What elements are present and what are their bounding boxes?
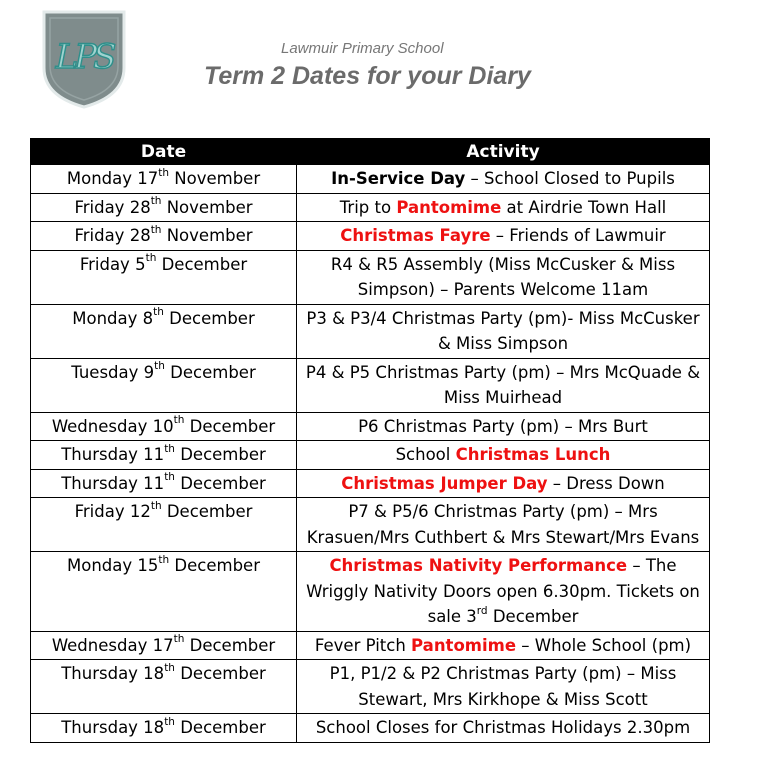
activity-cell: School Closes for Christmas Holidays 2.30pm <box>297 714 710 743</box>
activity-cell: Christmas Fayre – Friends of Lawmuir <box>297 222 710 251</box>
date-cell: Thursday 11th December <box>31 441 297 470</box>
date-cell: Thursday 11th December <box>31 469 297 498</box>
table-row <box>31 660 710 714</box>
date-cell: Thursday 18th December <box>31 714 297 743</box>
table-row <box>31 250 710 304</box>
table-row <box>31 358 710 412</box>
date-column-header: Date <box>31 139 297 165</box>
table-row <box>31 412 710 441</box>
date-cell: Friday 28th November <box>31 222 297 251</box>
date-cell: Tuesday 9th December <box>31 358 297 412</box>
activity-cell: R4 & R5 Assembly (Miss McCusker & Miss Simpson) – Parents Welcome 11am <box>297 250 710 304</box>
date-cell: Monday 8th December <box>31 304 297 358</box>
school-name: Lawmuir Primary School <box>281 40 444 57</box>
date-cell: Monday 17th November <box>31 165 297 194</box>
activity-cell: P4 & P5 Christmas Party (pm) – Mrs McQuade & Miss Muirhead <box>297 358 710 412</box>
date-cell: Friday 5th December <box>31 250 297 304</box>
activity-cell: P3 & P3/4 Christmas Party (pm)- Miss McCusker & Miss Simpson <box>297 304 710 358</box>
date-cell: Monday 15th December <box>31 552 297 632</box>
table-header-row <box>31 139 710 165</box>
table-row <box>31 304 710 358</box>
activity-cell: Christmas Nativity Performance – The Wriggly Nativity Doors open 6.30pm. Tickets on sale 3rd December <box>297 552 710 632</box>
table-body <box>31 165 710 743</box>
table-row <box>31 441 710 470</box>
activity-cell: P1, P1/2 & P2 Christmas Party (pm) – Miss Stewart, Mrs Kirkhope & Miss Scott <box>297 660 710 714</box>
table-row <box>31 631 710 660</box>
date-cell: Friday 12th December <box>31 498 297 552</box>
activity-cell: P6 Christmas Party (pm) – Mrs Burt <box>297 412 710 441</box>
table-row <box>31 714 710 743</box>
activity-cell: Fever Pitch Pantomime – Whole School (pm) <box>297 631 710 660</box>
logo-monogram: LPS <box>55 37 113 77</box>
table-row <box>31 498 710 552</box>
date-cell: Thursday 18th December <box>31 660 297 714</box>
date-cell: Wednesday 17th December <box>31 631 297 660</box>
activity-cell: Christmas Jumper Day – Dress Down <box>297 469 710 498</box>
table-row <box>31 165 710 194</box>
school-logo <box>40 8 128 110</box>
page-title: Term 2 Dates for your Diary <box>204 62 531 90</box>
activity-cell: In-Service Day – School Closed to Pupils <box>297 165 710 194</box>
table-row <box>31 552 710 632</box>
activity-cell: School Christmas Lunch <box>297 441 710 470</box>
table-row <box>31 469 710 498</box>
activity-cell: P7 & P5/6 Christmas Party (pm) – Mrs Krasuen/Mrs Cuthbert & Mrs Stewart/Mrs Evans <box>297 498 710 552</box>
school-crest-icon <box>40 8 128 110</box>
date-cell: Wednesday 10th December <box>31 412 297 441</box>
table-row <box>31 193 710 222</box>
date-cell: Friday 28th November <box>31 193 297 222</box>
table-row <box>31 222 710 251</box>
dates-table <box>30 138 710 743</box>
activity-cell: Trip to Pantomime at Airdrie Town Hall <box>297 193 710 222</box>
activity-column-header: Activity <box>297 139 710 165</box>
